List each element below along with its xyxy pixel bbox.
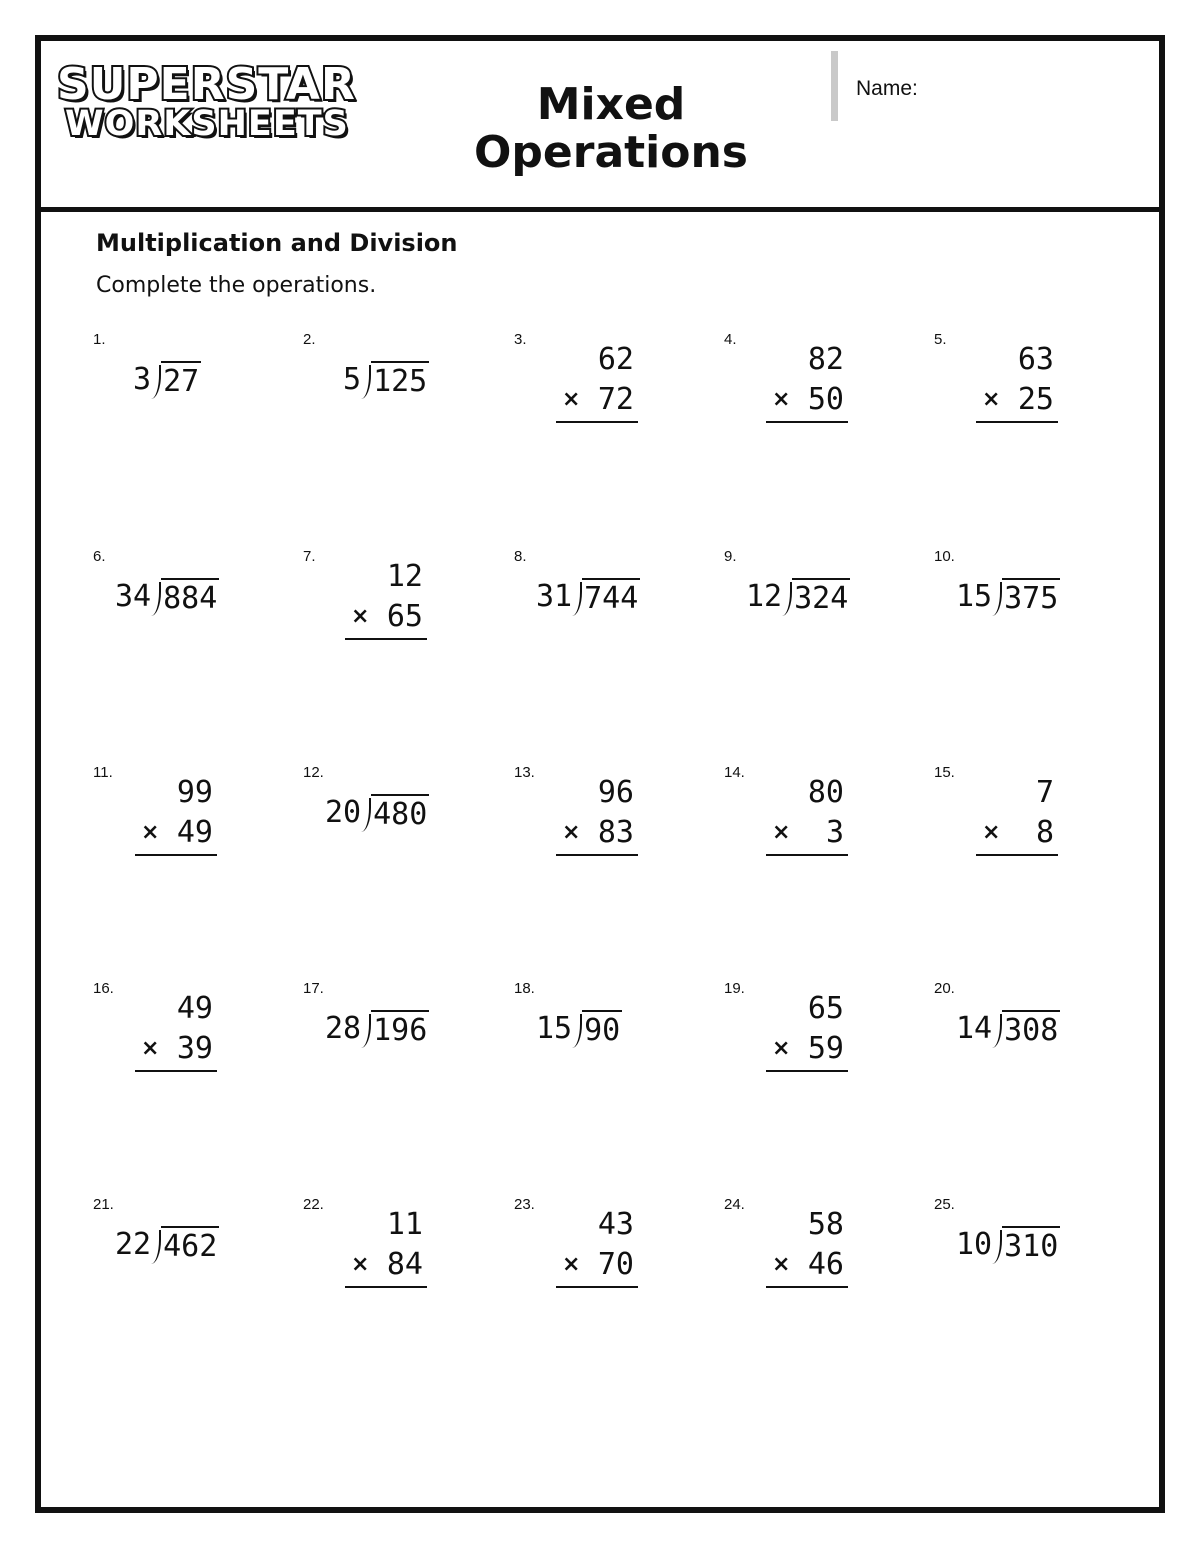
multiplier: 72 xyxy=(597,382,634,417)
multiplier: 84 xyxy=(386,1247,423,1282)
times-sign: × xyxy=(562,820,581,845)
multiplier-row xyxy=(556,381,638,419)
division-bracket xyxy=(361,798,371,832)
times-sign: × xyxy=(562,387,581,412)
times-sign: × xyxy=(982,387,1001,412)
multiplier-row xyxy=(766,814,848,852)
divisor: 34 xyxy=(115,579,152,614)
problem-number: 2. xyxy=(303,331,316,348)
problem-10 xyxy=(934,548,1144,718)
problem-11 xyxy=(93,764,303,934)
problem-20 xyxy=(934,980,1144,1150)
title-line-1: Mixed xyxy=(536,79,686,130)
multiplier: 83 xyxy=(597,815,634,850)
section-title: Multiplication and Division xyxy=(96,229,458,257)
problem-2 xyxy=(303,331,513,501)
instructions: Complete the operations. xyxy=(96,273,377,298)
multiplier-row xyxy=(345,598,427,636)
multiplication-problem xyxy=(766,774,848,856)
answer-line xyxy=(135,854,217,856)
problem-23 xyxy=(514,1196,724,1366)
dividend: 480 xyxy=(371,794,429,834)
divisor: 28 xyxy=(325,1011,362,1046)
dividend: 375 xyxy=(1002,578,1060,618)
problem-9 xyxy=(724,548,934,718)
answer-line xyxy=(345,638,427,640)
problem-14 xyxy=(724,764,934,934)
problem-15 xyxy=(934,764,1144,934)
problem-number: 6. xyxy=(93,548,106,565)
problem-number: 11. xyxy=(93,764,113,781)
logo-line-1: SUPERSTAR xyxy=(57,59,356,110)
problem-7 xyxy=(303,548,513,718)
problem-number: 12. xyxy=(303,764,324,781)
answer-line xyxy=(766,421,848,423)
problem-number: 14. xyxy=(724,764,745,781)
long-division-problem xyxy=(956,1010,1060,1050)
multiplier-row xyxy=(766,381,848,419)
division-bracket xyxy=(992,582,1002,616)
multiplicand: 65 xyxy=(807,991,844,1026)
multiplier-row xyxy=(135,814,217,852)
multiplier-row xyxy=(135,1030,217,1068)
multiplication-problem xyxy=(135,990,217,1072)
problem-24 xyxy=(724,1196,934,1366)
multiplication-problem xyxy=(766,990,848,1072)
multiplicand: 96 xyxy=(597,775,634,810)
problem-number: 24. xyxy=(724,1196,745,1213)
answer-line xyxy=(556,854,638,856)
name-divider xyxy=(831,51,838,121)
long-division-problem xyxy=(956,578,1060,618)
times-sign: × xyxy=(772,1036,791,1061)
answer-line xyxy=(766,1070,848,1072)
name-field-label: Name: xyxy=(856,77,918,100)
problem-19 xyxy=(724,980,934,1150)
problem-number: 10. xyxy=(934,548,955,565)
problem-17 xyxy=(303,980,513,1150)
division-bracket xyxy=(151,1230,161,1264)
long-division-problem xyxy=(115,578,219,618)
multiplicand: 58 xyxy=(807,1207,844,1242)
long-division-problem xyxy=(115,1226,219,1266)
problem-4 xyxy=(724,331,934,501)
problem-number: 18. xyxy=(514,980,535,997)
multiplier: 70 xyxy=(597,1247,634,1282)
long-division-problem xyxy=(536,578,640,618)
answer-line xyxy=(976,421,1058,423)
problem-number: 13. xyxy=(514,764,535,781)
answer-line xyxy=(766,1286,848,1288)
multiplier: 3 xyxy=(825,815,844,850)
divisor: 10 xyxy=(956,1227,993,1262)
multiplier: 8 xyxy=(1035,815,1054,850)
page-title xyxy=(461,81,761,177)
multiplicand: 49 xyxy=(176,991,213,1026)
divisor: 3 xyxy=(133,362,152,397)
multiplication-problem xyxy=(556,774,638,856)
problem-21 xyxy=(93,1196,303,1366)
multiplier-row xyxy=(976,814,1058,852)
division-bracket xyxy=(572,1014,582,1048)
problem-12 xyxy=(303,764,513,934)
dividend: 308 xyxy=(1002,1010,1060,1050)
multiplication-problem xyxy=(345,558,427,640)
multiplier: 59 xyxy=(807,1031,844,1066)
multiplicand: 80 xyxy=(807,775,844,810)
times-sign: × xyxy=(772,820,791,845)
multiplier: 25 xyxy=(1017,382,1054,417)
division-bracket xyxy=(361,1014,371,1048)
dividend: 196 xyxy=(371,1010,429,1050)
dividend: 462 xyxy=(161,1226,219,1266)
logo-line-2: WORKSHEETS xyxy=(65,104,349,144)
division-bracket xyxy=(151,365,161,399)
multiplier: 49 xyxy=(176,815,213,850)
problem-number: 9. xyxy=(724,548,737,565)
header-divider xyxy=(41,207,1159,212)
divisor: 5 xyxy=(343,362,362,397)
multiplicand: 7 xyxy=(1035,775,1054,810)
problem-1 xyxy=(93,331,303,501)
dividend: 27 xyxy=(161,361,201,401)
long-division-problem xyxy=(325,794,429,834)
long-division-problem xyxy=(956,1226,1060,1266)
problem-22 xyxy=(303,1196,513,1366)
divisor: 15 xyxy=(956,579,993,614)
problem-18 xyxy=(514,980,724,1150)
times-sign: × xyxy=(141,820,160,845)
answer-line xyxy=(976,854,1058,856)
problem-number: 7. xyxy=(303,548,316,565)
division-bracket xyxy=(572,582,582,616)
divisor: 20 xyxy=(325,795,362,830)
problem-number: 22. xyxy=(303,1196,324,1213)
multiplier: 39 xyxy=(176,1031,213,1066)
problem-number: 3. xyxy=(514,331,527,348)
multiplicand: 63 xyxy=(1017,342,1054,377)
multiplicand: 99 xyxy=(176,775,213,810)
times-sign: × xyxy=(772,387,791,412)
multiplication-problem xyxy=(976,341,1058,423)
divisor: 22 xyxy=(115,1227,152,1262)
worksheet-frame xyxy=(35,35,1165,1513)
long-division-problem xyxy=(536,1010,622,1050)
problem-5 xyxy=(934,331,1144,501)
problem-number: 23. xyxy=(514,1196,535,1213)
times-sign: × xyxy=(562,1252,581,1277)
dividend: 125 xyxy=(371,361,429,401)
dividend: 744 xyxy=(582,578,640,618)
multiplication-problem xyxy=(766,341,848,423)
dividend: 90 xyxy=(582,1010,622,1050)
division-bracket xyxy=(782,582,792,616)
multiplicand: 12 xyxy=(386,559,423,594)
problem-8 xyxy=(514,548,724,718)
division-bracket xyxy=(361,365,371,399)
multiplier: 65 xyxy=(386,599,423,634)
long-division-problem xyxy=(746,578,850,618)
multiplier-row xyxy=(766,1246,848,1284)
problem-number: 17. xyxy=(303,980,324,997)
multiplicand: 62 xyxy=(597,342,634,377)
dividend: 324 xyxy=(792,578,850,618)
division-bracket xyxy=(151,582,161,616)
title-line-2: Operations xyxy=(474,127,748,178)
problem-number: 1. xyxy=(93,331,106,348)
times-sign: × xyxy=(982,820,1001,845)
multiplier-row xyxy=(556,1246,638,1284)
answer-line xyxy=(345,1286,427,1288)
division-bracket xyxy=(992,1014,1002,1048)
problem-3 xyxy=(514,331,724,501)
problem-number: 21. xyxy=(93,1196,114,1213)
dividend: 310 xyxy=(1002,1226,1060,1266)
long-division-problem xyxy=(343,361,429,401)
times-sign: × xyxy=(141,1036,160,1061)
multiplicand: 11 xyxy=(386,1207,423,1242)
multiplicand: 82 xyxy=(807,342,844,377)
multiplication-problem xyxy=(556,341,638,423)
answer-line xyxy=(135,1070,217,1072)
problem-16 xyxy=(93,980,303,1150)
multiplication-problem xyxy=(766,1206,848,1288)
problem-13 xyxy=(514,764,724,934)
division-bracket xyxy=(992,1230,1002,1264)
problem-number: 5. xyxy=(934,331,947,348)
multiplier-row xyxy=(766,1030,848,1068)
multiplier: 50 xyxy=(807,382,844,417)
multiplication-problem xyxy=(976,774,1058,856)
problem-number: 8. xyxy=(514,548,527,565)
problem-number: 25. xyxy=(934,1196,955,1213)
multiplication-problem xyxy=(135,774,217,856)
multiplication-problem xyxy=(556,1206,638,1288)
problem-6 xyxy=(93,548,303,718)
long-division-problem xyxy=(133,361,201,401)
divisor: 15 xyxy=(536,1011,573,1046)
divisor: 12 xyxy=(746,579,783,614)
problem-number: 20. xyxy=(934,980,955,997)
problem-number: 16. xyxy=(93,980,114,997)
multiplier-row xyxy=(556,814,638,852)
answer-line xyxy=(556,421,638,423)
problem-number: 4. xyxy=(724,331,737,348)
multiplier-row xyxy=(345,1246,427,1284)
multiplier-row xyxy=(976,381,1058,419)
problem-number: 15. xyxy=(934,764,955,781)
superstar-worksheets-logo xyxy=(57,59,402,144)
divisor: 31 xyxy=(536,579,573,614)
times-sign: × xyxy=(772,1252,791,1277)
answer-line xyxy=(766,854,848,856)
dividend: 884 xyxy=(161,578,219,618)
answer-line xyxy=(556,1286,638,1288)
divisor: 14 xyxy=(956,1011,993,1046)
multiplicand: 43 xyxy=(597,1207,634,1242)
long-division-problem xyxy=(325,1010,429,1050)
times-sign: × xyxy=(351,1252,370,1277)
multiplication-problem xyxy=(345,1206,427,1288)
problem-25 xyxy=(934,1196,1144,1366)
times-sign: × xyxy=(351,604,370,629)
multiplier: 46 xyxy=(807,1247,844,1282)
problem-number: 19. xyxy=(724,980,745,997)
